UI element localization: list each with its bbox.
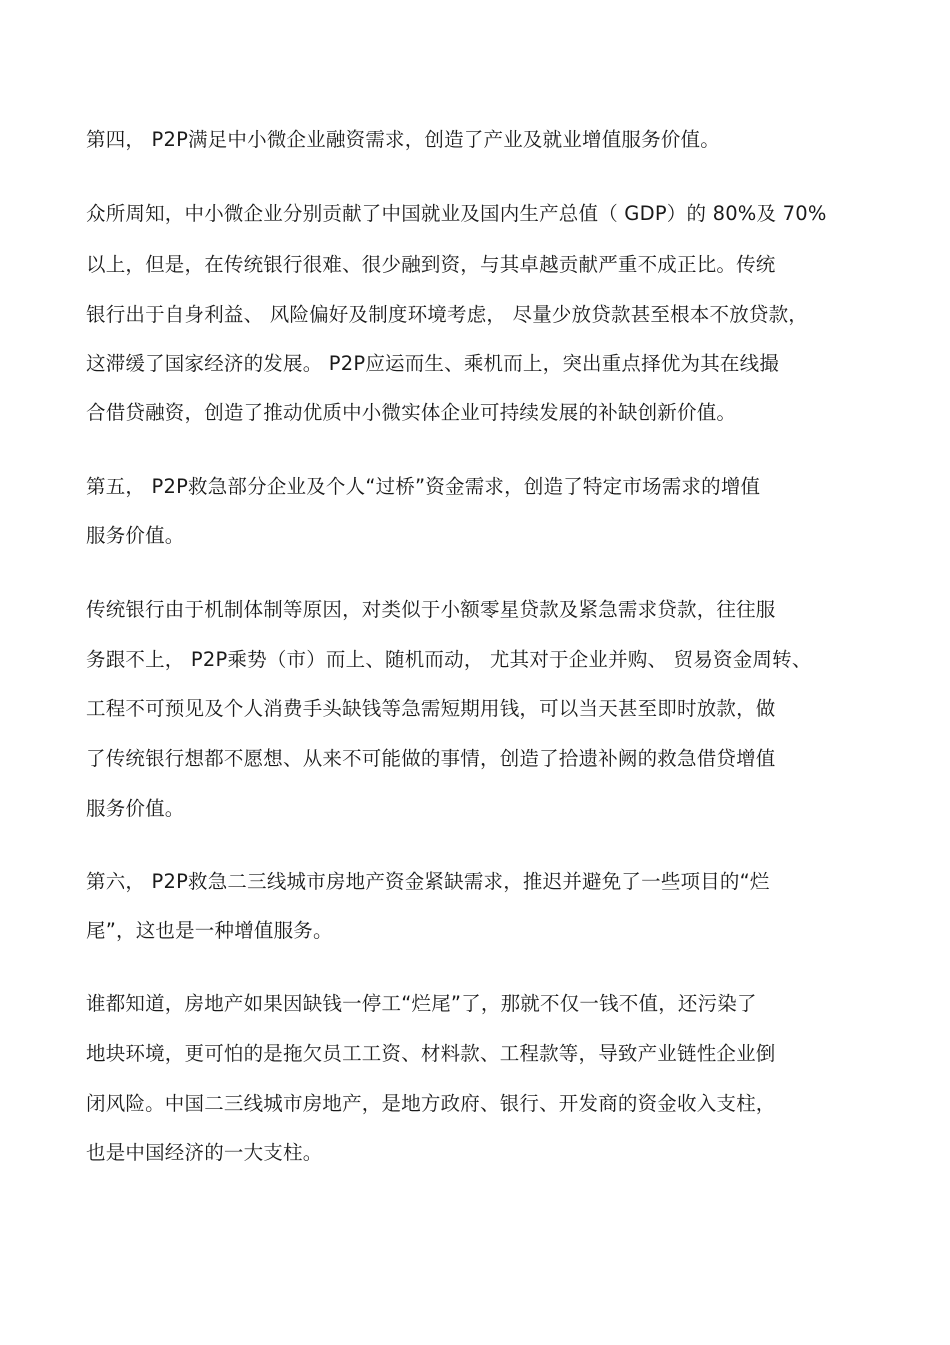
heading-sixth: 第六， P2P救急二三线城市房地产资金紧缺需求，推迟并避免了一些项目的“烂 <box>86 870 770 893</box>
paragraph-line: 服务价值。 <box>86 797 185 820</box>
paragraph-line: 众所周知，中小微企业分别贡献了中国就业及国内生产总值（ GDP）的 80%及 70% <box>86 202 827 225</box>
paragraph-line: 工程不可预见及个人消费手头缺钱等急需短期用钱，可以当天甚至即时放款，做 <box>86 697 776 720</box>
heading-fourth: 第四， P2P满足中小微企业融资需求，创造了产业及就业增值服务价值。 <box>86 128 720 151</box>
paragraph-line: 传统银行由于机制体制等原因，对类似于小额零星贷款及紧急需求贷款，往往服 <box>86 598 776 621</box>
paragraph-line: 了传统银行想都不愿想、从来不可能做的事情，创造了拾遗补阙的救急借贷增值 <box>86 747 776 770</box>
paragraph-line: 合借贷融资，创造了推动优质中小微实体企业可持续发展的补缺创新价值。 <box>86 401 737 424</box>
paragraph-line: 银行出于自身利益、 风险偏好及制度环境考虑， 尽量少放贷款甚至根本不放贷款， <box>86 303 808 326</box>
heading-fifth-continued: 服务价值。 <box>86 524 185 547</box>
paragraph-line: 地块环境，更可怕的是拖欠员工工资、材料款、工程款等，导致产业链性企业倒 <box>86 1042 776 1065</box>
paragraph-line: 这滞缓了国家经济的发展。 P2P应运而生、乘机而上，突出重点择优为其在线撮 <box>86 352 780 375</box>
heading-sixth-continued: 尾”，这也是一种增值服务。 <box>86 919 333 942</box>
paragraph-line: 也是中国经济的一大支柱。 <box>86 1141 323 1164</box>
paragraph-line: 以上，但是，在传统银行很难、很少融到资，与其卓越贡献严重不成正比。传统 <box>86 253 776 276</box>
paragraph-line: 谁都知道，房地产如果因缺钱一停工“烂尾”了，那就不仅一钱不值，还污染了 <box>86 992 757 1015</box>
paragraph-line: 闭风险。中国二三线城市房地产，是地方政府、银行、开发商的资金收入支柱， <box>86 1092 776 1115</box>
heading-fifth: 第五， P2P救急部分企业及个人“过桥”资金需求，创造了特定市场需求的增值 <box>86 475 761 498</box>
paragraph-line: 务跟不上， P2P乘势（市）而上、随机而动， 尤其对于企业并购、 贸易资金周转、 <box>86 648 812 671</box>
